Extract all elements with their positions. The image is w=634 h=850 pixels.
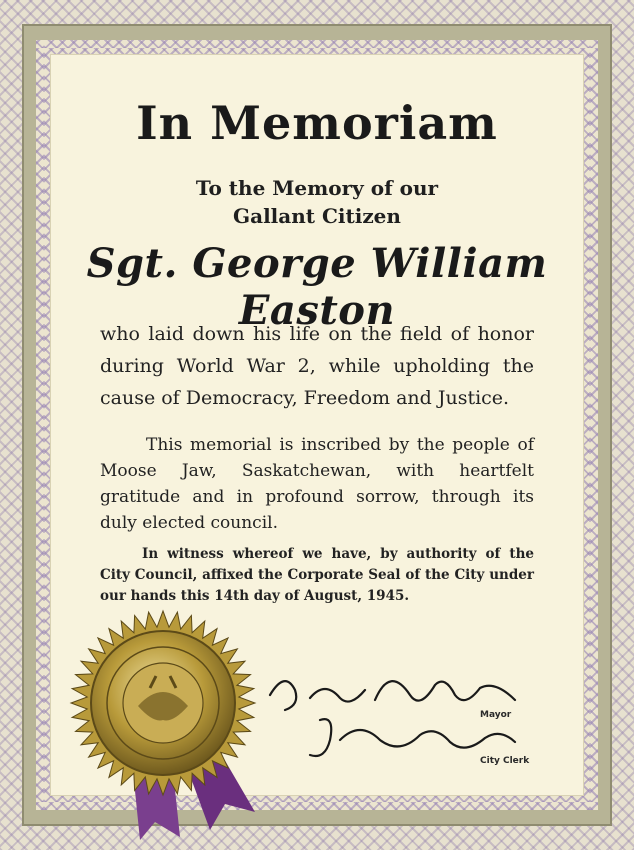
memorial-paragraph-2: This memorial is inscribed by the people of Moose Jaw, Saskatchewan, with heartfelt gratitude and in profound sorrow, through its duly elected council. — [100, 435, 534, 533]
memorial-paragraph-1: who laid down his life on the field of honor during World War 2, while upholding the cause of Democracy, Freedom and Justice. — [100, 323, 534, 409]
subtitle-line-1: To the Memory of our — [195, 176, 439, 200]
witness-paragraph: In witness whereof we have, by authority of the City Council, affixed the Corporate Seal of the City under our hands this 14th day of August, 1945. — [100, 546, 534, 604]
mayor-label: Mayor — [480, 710, 512, 720]
city-seal-icon — [68, 608, 258, 798]
honoree-name: Sgt. George William Easton — [86, 240, 548, 334]
clerk-label: City Clerk — [480, 756, 530, 766]
subtitle-line-2: Gallant Citizen — [233, 204, 401, 228]
certificate-title: In Memoriam — [136, 96, 498, 150]
signature-block — [250, 660, 550, 790]
